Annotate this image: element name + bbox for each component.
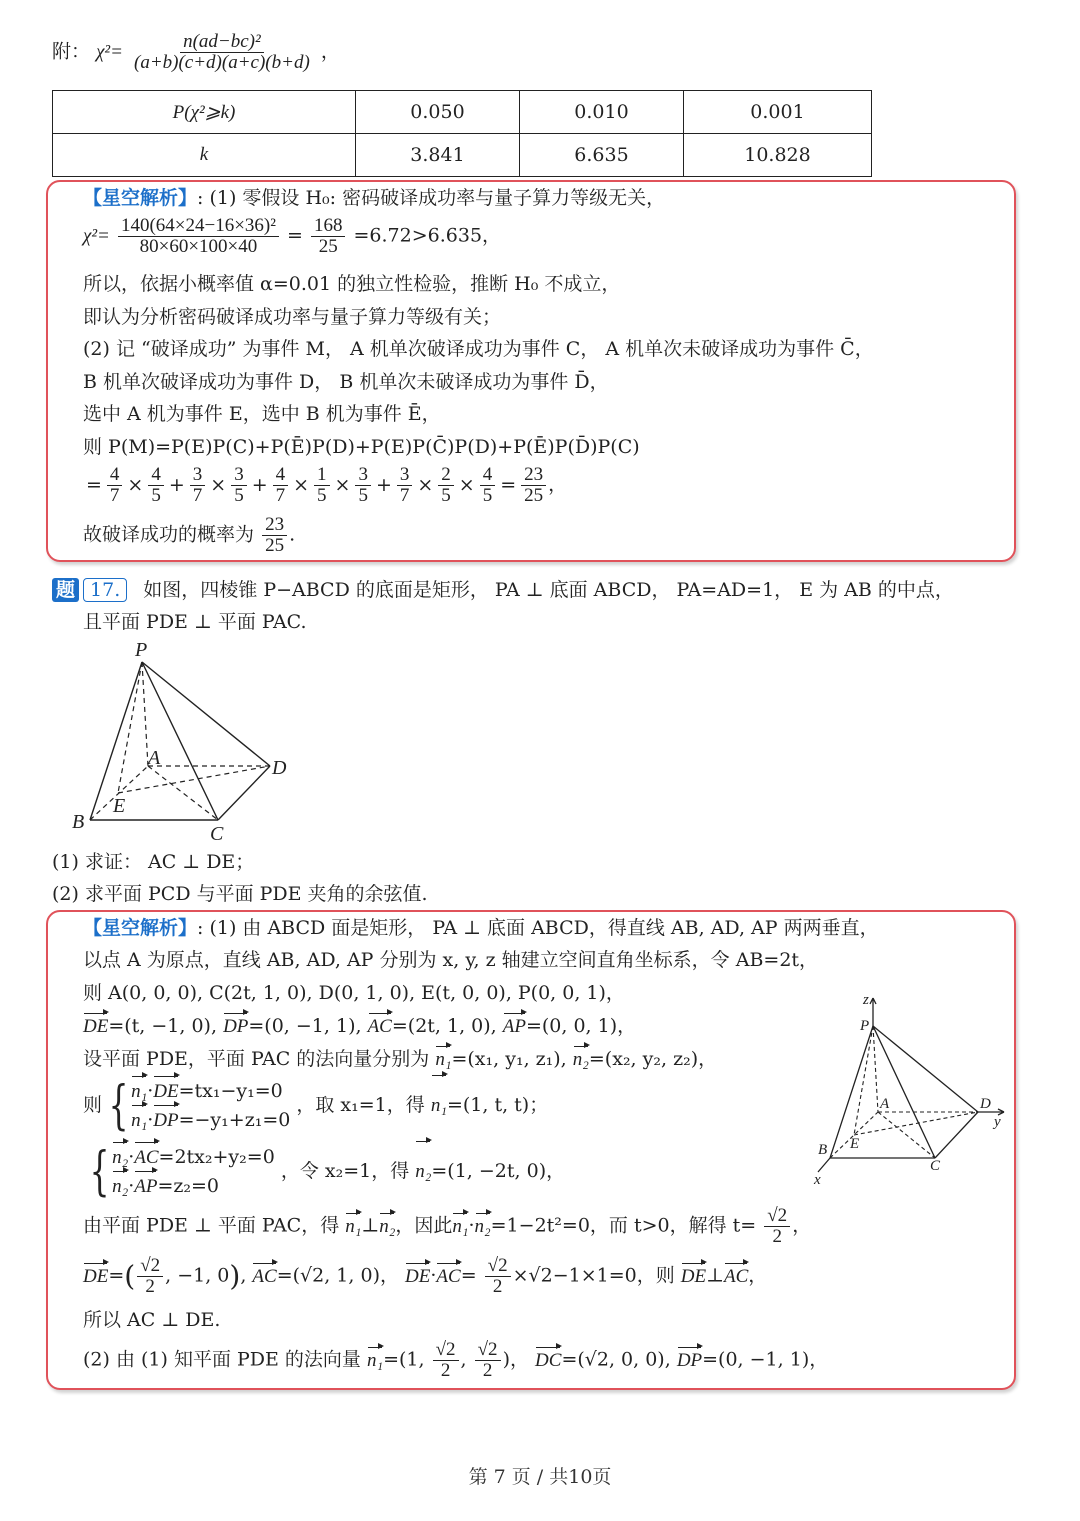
- label-a: A: [880, 1096, 890, 1112]
- sol16-line1: [83, 186, 665, 210]
- pyramid-figure: [60, 636, 320, 850]
- t: ，: [792, 1214, 812, 1237]
- t: ⊥: [361, 1214, 380, 1237]
- label-p: P: [860, 1018, 870, 1034]
- fraction: [355, 465, 371, 506]
- frac-168-25: [311, 216, 346, 257]
- frac-sqrt2-2: [433, 1340, 459, 1381]
- table-cell: 6.635: [520, 134, 684, 177]
- den: 2: [482, 1360, 493, 1381]
- num: √2: [475, 1340, 501, 1361]
- fraction: [314, 465, 330, 506]
- vec-n1: n₁: [131, 1078, 147, 1106]
- operator: +: [251, 473, 268, 496]
- system-2: [112, 1143, 275, 1201]
- vec-n1: n₁: [345, 1215, 362, 1237]
- eq1a: n₁·DE=tx₁−y₁=0: [131, 1077, 290, 1106]
- brace: {: [89, 1142, 110, 1202]
- t: =2tx₂+y₂=0: [158, 1146, 275, 1168]
- t: =1−2t²=0，而 t>0，解得 t=: [490, 1214, 757, 1237]
- fraction: [190, 465, 206, 506]
- vec-n1: n₁: [431, 1077, 447, 1135]
- chi2-fraction: [131, 32, 313, 73]
- fraction: [397, 465, 413, 506]
- t: =(√2, 1, 0)，: [276, 1264, 399, 1287]
- t: ·: [468, 1214, 475, 1237]
- solution-tag: 【星空解析】: [83, 917, 198, 939]
- num: 1: [314, 465, 330, 486]
- vec-ap: AP: [134, 1173, 157, 1201]
- vec-n2: n₂: [112, 1173, 128, 1201]
- t: ⊥: [706, 1264, 724, 1287]
- label-c: C: [210, 823, 224, 845]
- sol17-line5: [83, 1047, 717, 1072]
- table-header-p: P(χ²⩾k): [53, 91, 356, 134]
- num: 3: [355, 465, 371, 486]
- label-c: C: [930, 1158, 941, 1174]
- operator: ×: [210, 473, 227, 496]
- vec-dp: DP: [676, 1349, 703, 1371]
- operator: +: [375, 473, 392, 496]
- num: 4: [148, 465, 164, 486]
- chi2-symbol: χ²=: [96, 41, 123, 63]
- vec-n2: n₂: [415, 1143, 431, 1201]
- appendix-label: 附：: [52, 40, 91, 63]
- num: 23: [521, 465, 546, 486]
- num: √2: [764, 1206, 790, 1227]
- t: =(1, t, t)；: [446, 1094, 549, 1116]
- label-a: A: [148, 747, 161, 769]
- chi-fraction: [118, 216, 279, 257]
- chi-rest: =6.72>6.635，: [353, 224, 502, 247]
- operator: ×: [127, 473, 144, 496]
- t: =: [460, 1264, 477, 1287]
- num: 23: [262, 515, 287, 536]
- system-1: [131, 1077, 290, 1135]
- den: 2: [492, 1276, 503, 1297]
- eq2b: n₂·AP=z₂=0: [112, 1172, 275, 1201]
- table-cell: 0.001: [684, 91, 872, 134]
- vec-n2: n₂: [572, 1049, 589, 1070]
- fraction: [480, 465, 496, 506]
- num: 2: [438, 465, 454, 486]
- period: .: [289, 523, 296, 546]
- label-e: E: [113, 795, 126, 817]
- label-d: D: [272, 757, 287, 779]
- coordinate-pyramid-figure: [810, 990, 1010, 1190]
- den: 5: [482, 485, 493, 506]
- den: 25: [524, 485, 544, 506]
- vec-n1: n₁: [435, 1049, 452, 1070]
- operator: ，: [548, 473, 568, 496]
- q17-part2: (2) 求平面 PCD 与平面 PDE 夹角的余弦值.: [52, 883, 428, 905]
- label-b: B: [818, 1142, 828, 1158]
- num: 3: [397, 465, 413, 486]
- t: 则: [83, 1094, 103, 1116]
- den: 25: [318, 236, 338, 257]
- fraction: [148, 465, 164, 506]
- den: 5: [317, 485, 327, 506]
- t: ，因此: [395, 1214, 453, 1237]
- sol17-text: : (1) 由 ABCD 面是矩形， PA ⊥ 底面 ABCD，得直线 AB, AD, AP 两两垂直，: [197, 917, 879, 939]
- label-b: B: [72, 811, 85, 833]
- vec-ac: AC: [367, 1016, 392, 1037]
- t: =(1, −2t, 0)，: [431, 1160, 566, 1182]
- fraction: [438, 465, 454, 506]
- table-row: [53, 134, 872, 177]
- table-cell: 0.050: [356, 91, 520, 134]
- chi-den: 80×60×100×40: [139, 236, 258, 257]
- label-e: E: [850, 1136, 860, 1152]
- t: 由平面 PDE ⊥ 平面 PAC，得: [83, 1214, 340, 1237]
- operator: ×: [293, 473, 310, 496]
- sol16-line6: B 机单次破译成功为事件 D， B 机单次未破译成功为事件 D̄，: [83, 371, 609, 393]
- vec-ac: AC: [436, 1265, 461, 1287]
- num: 168: [311, 216, 346, 237]
- den: 5: [441, 485, 451, 506]
- vec-dp: DP: [223, 1016, 249, 1037]
- table-cell: 10.828: [684, 134, 872, 177]
- vec-n2: n₂: [474, 1215, 491, 1237]
- den: 5: [234, 485, 244, 506]
- text: 故破译成功的概率为: [83, 523, 255, 546]
- table-header-k: k: [53, 134, 356, 177]
- appendix-formula: [52, 32, 340, 73]
- vec-n1: n₁: [366, 1349, 384, 1371]
- vec-de: DE: [405, 1265, 431, 1287]
- sol17-line3: 则 A(0, 0, 0), C(2t, 1, 0), D(0, 1, 0), E(t, 0, 0), P(0, 0, 1)，: [83, 982, 625, 1004]
- critical-value-table: [52, 90, 872, 177]
- sol16-chi-line: [83, 216, 501, 257]
- sol16-conclusion: [83, 515, 295, 556]
- q17-part1: (1) 求证： AC ⊥ DE；: [52, 851, 255, 873]
- t: =(x₁, y₁, z₁),: [451, 1048, 567, 1070]
- label-d: D: [980, 1096, 991, 1112]
- num: √2: [137, 1256, 163, 1277]
- frac-sqrt2-2: [485, 1256, 511, 1297]
- sol17-line9: DE=( $\frac{√2}{2}$ , −1, 0), AC=(√2, 1, 0)， DE·AC= $\frac{√2}{2}$ ×√2−1×1=0，则 DE⊥AC，: [83, 1255, 768, 1297]
- operator: ×: [458, 473, 475, 496]
- vec-de: DE: [83, 1265, 109, 1287]
- vec-ac: AC: [723, 1265, 749, 1287]
- den: 25: [265, 535, 285, 556]
- t: )，: [502, 1348, 529, 1371]
- chi2-numerator: n(ad−bc)²: [180, 32, 264, 53]
- sol16-line3: 所以，依据小概率值 α=0.01 的独立性检验，推断 H₀ 不成立，: [83, 273, 621, 295]
- sol16-text: : (1) 零假设 H₀: 密码破译成功率与量子算力等级无关，: [197, 187, 666, 209]
- q17-line2: 且平面 PDE ⊥ 平面 PAC.: [83, 611, 307, 633]
- label-y: y: [994, 1114, 1001, 1130]
- operator: +: [168, 473, 185, 496]
- operator: ×: [334, 473, 351, 496]
- q17-text: 如图，四棱锥 P−ABCD 的底面是矩形， PA ⊥ 底面 ABCD， PA=AD=1， E 为 AB 的中点，: [143, 579, 954, 601]
- t: (2) 由 (1) 知平面 PDE 的法向量: [83, 1348, 361, 1371]
- t: =tx₁−y₁=0: [178, 1080, 283, 1102]
- sol17-line8: [83, 1206, 811, 1247]
- den: 7: [275, 485, 286, 506]
- fraction: [231, 465, 247, 506]
- den: 2: [772, 1226, 782, 1247]
- den: 7: [192, 485, 203, 506]
- vec-de: DE: [83, 1016, 109, 1037]
- t: 设平面 PDE，平面 PAC 的法向量分别为: [83, 1048, 430, 1070]
- num: 3: [190, 465, 206, 486]
- t: ，取 x₁=1，得: [296, 1094, 425, 1116]
- num: 4: [107, 465, 123, 486]
- fraction: [273, 465, 289, 506]
- num: 3: [231, 465, 247, 486]
- vec-dc: DC: [535, 1349, 562, 1371]
- sol17-line2: 以点 A 为原点，直线 AB, AD, AP 分别为 x, y, z 轴建立空间直角坐标系，令 AB=2t，: [83, 949, 819, 971]
- t: =−y₁+z₁=0: [178, 1109, 291, 1131]
- frac-23-25: [262, 515, 287, 556]
- label-x: x: [814, 1172, 821, 1188]
- eq: =: [286, 224, 303, 247]
- sol16-line8: 则 P(M)=P(E)P(C)+P(Ē)P(D)+P(E)P(C̄)P(D)+P(Ē)P(D̄)P(C): [83, 436, 640, 458]
- question-tag: 题: [52, 578, 79, 602]
- appendix-comma: ，: [320, 40, 340, 63]
- t: =z₂=0: [157, 1175, 220, 1197]
- den: 5: [151, 485, 161, 506]
- vec-n2: n₂: [112, 1144, 128, 1172]
- den: 7: [399, 485, 410, 506]
- table-cell: 3.841: [356, 134, 520, 177]
- fraction: [107, 465, 123, 506]
- operator: =: [86, 473, 102, 496]
- table-cell: 0.010: [520, 91, 684, 134]
- t: =(√2, 0, 0),: [561, 1348, 671, 1371]
- sol16-line5: (2) 记 “破译成功” 为事件 M， A 机单次破译成功为事件 C， A 机单次未破译成功为事件 C̄，: [83, 338, 874, 360]
- solution-tag: 【星空解析】: [83, 187, 198, 209]
- frac-sqrt2-2: [137, 1256, 163, 1297]
- fraction: [521, 465, 546, 506]
- t: =(2t, 1, 0),: [391, 1015, 497, 1037]
- vec-ap: AP: [502, 1016, 526, 1037]
- num: √2: [433, 1340, 459, 1361]
- vec-n2: n₂: [379, 1215, 396, 1237]
- t: =(0, 0, 1)，: [525, 1015, 637, 1037]
- t: =(0, −1, 1)，: [702, 1348, 829, 1371]
- label-p: P: [135, 639, 148, 661]
- sol17-line11: (2) 由 (1) 知平面 PDE 的法向量 n₁=(1, $\frac{√2}{2}$ , $\frac{√2}{2}$ )， DC=(√2, 0, 0), DP=(0, −1, 1)，: [83, 1339, 829, 1381]
- sol17-line1: [83, 916, 879, 940]
- sol17-system2: [83, 1142, 565, 1201]
- t: =(t, −1, 0),: [108, 1015, 218, 1037]
- num: 4: [273, 465, 289, 486]
- t: ×√2−1×1=0，则: [512, 1264, 675, 1287]
- frac-sqrt2-2: [764, 1206, 790, 1247]
- frac-sqrt2-2: [475, 1340, 501, 1381]
- eq1b: n₁·DP=−y₁+z₁=0: [131, 1106, 290, 1135]
- sol17-line10: 所以 AC ⊥ DE.: [83, 1309, 221, 1331]
- den: 2: [145, 1276, 155, 1297]
- t: =(0, −1, 1),: [248, 1015, 362, 1037]
- vec-n1: n₁: [131, 1107, 147, 1135]
- vec-ac: AC: [252, 1265, 277, 1287]
- question-number: 17.: [83, 578, 127, 602]
- label-z: z: [863, 992, 869, 1008]
- sol16-line7: 选中 A 机为事件 E，选中 B 机为事件 Ē，: [83, 403, 441, 425]
- vec-ac: AC: [134, 1144, 158, 1172]
- t: ，令 x₂=1，得: [280, 1160, 410, 1182]
- page-footer: 第 7 页 / 共10页: [468, 1466, 612, 1488]
- operator: =: [500, 473, 517, 496]
- den: 7: [109, 485, 120, 506]
- t: =(x₂, y₂, z₂)，: [588, 1048, 718, 1070]
- sol16-line4: 即认为分析密码破译成功率与量子算力等级有关；: [83, 306, 502, 328]
- chi2-denominator: (a+b)(c+d)(a+c)(b+d): [134, 52, 310, 73]
- vec-n1: n₁: [452, 1215, 469, 1237]
- sol17-line4: [83, 1014, 636, 1039]
- chi-lhs: χ²=: [83, 225, 110, 247]
- t: =(1,: [383, 1348, 425, 1371]
- t: , −1, 0: [165, 1264, 230, 1287]
- den: 5: [358, 485, 368, 506]
- table-row: [53, 91, 872, 134]
- num: 4: [480, 465, 496, 486]
- t: ，: [748, 1264, 768, 1287]
- vec-de: DE: [680, 1265, 707, 1287]
- q17-line1: [52, 578, 954, 602]
- chi-num: 140(64×24−16×36)²: [118, 216, 279, 237]
- sol17-system1: [83, 1076, 548, 1135]
- vec-dp: DP: [153, 1107, 178, 1135]
- eq2a: n₂·AC=2tx₂+y₂=0: [112, 1143, 275, 1172]
- sol16-product-line: [83, 465, 567, 506]
- brace: {: [108, 1076, 129, 1136]
- num: √2: [485, 1256, 511, 1277]
- vec-de: DE: [153, 1078, 178, 1106]
- operator: ×: [417, 473, 434, 496]
- den: 2: [440, 1360, 451, 1381]
